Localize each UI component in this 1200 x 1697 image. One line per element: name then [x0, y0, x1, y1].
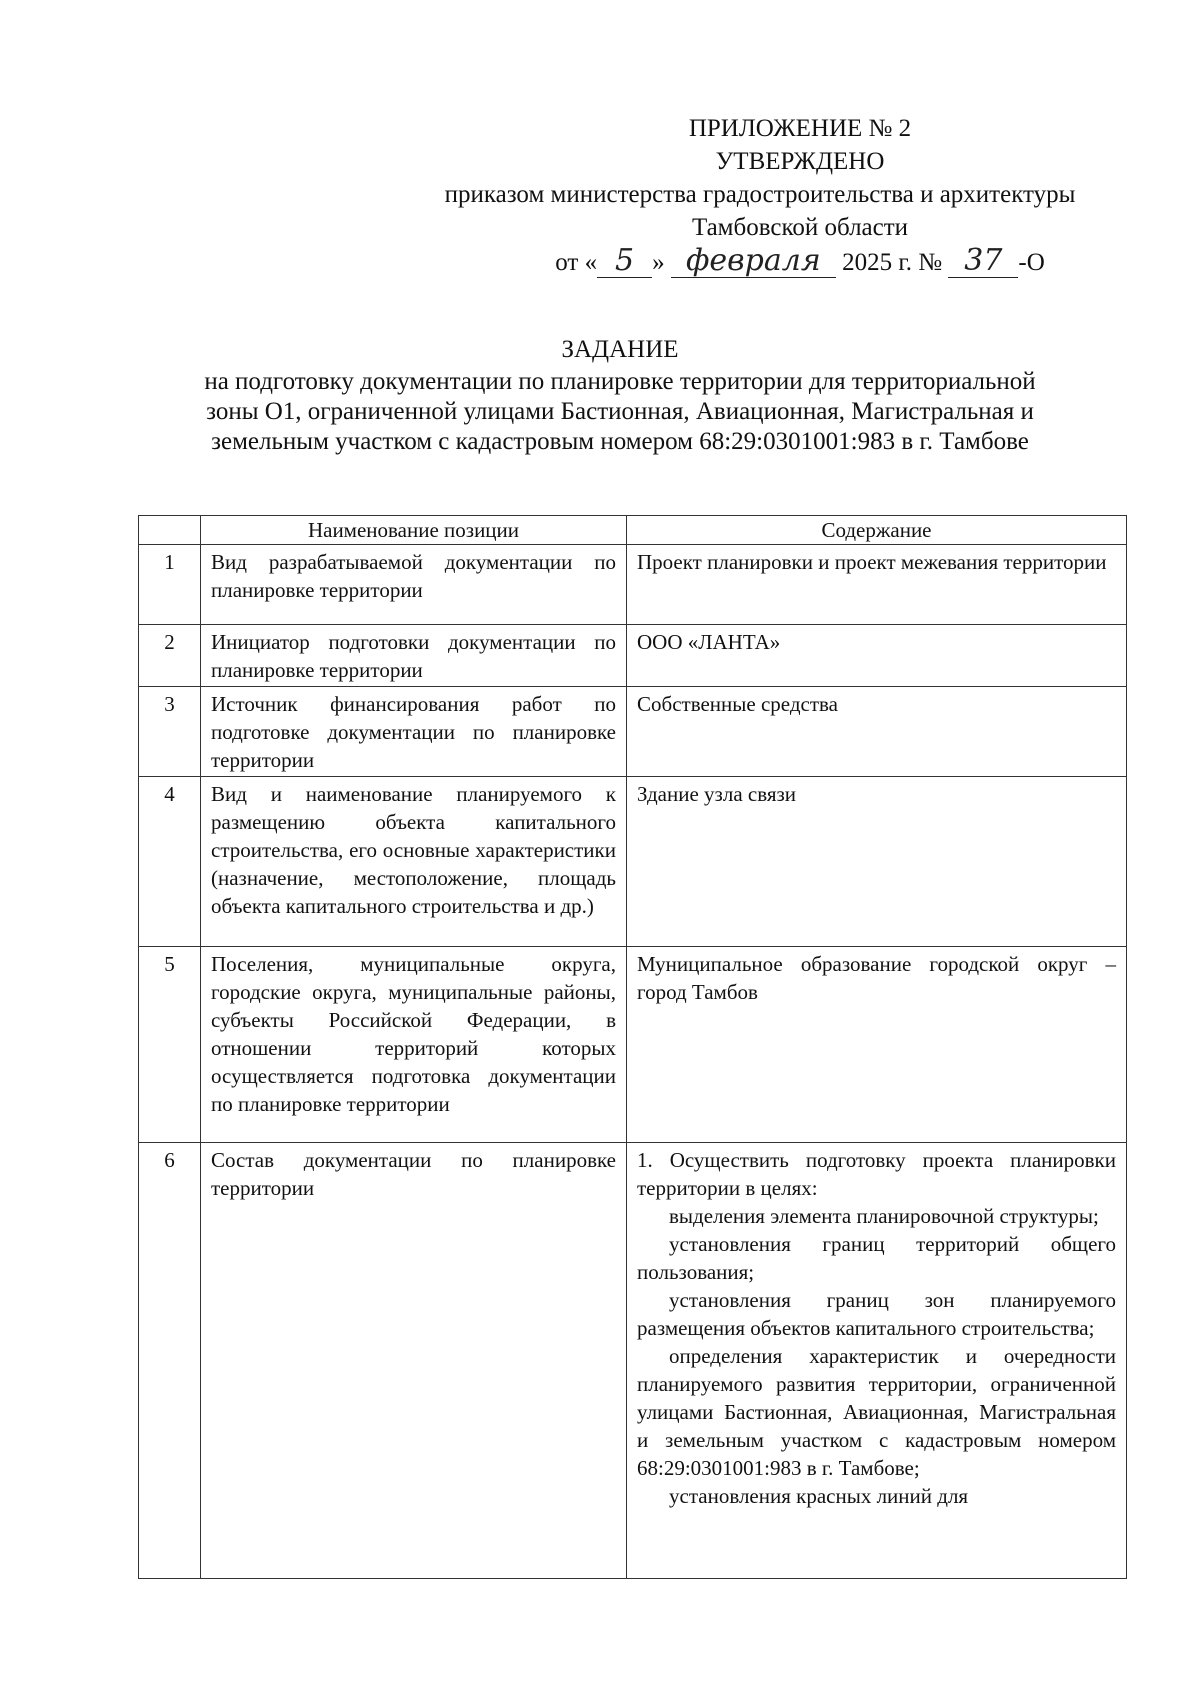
task-subtitle-line1: на подготовку документации по планировке территории для территориальной [204, 368, 1036, 395]
row-name: Вид и наименование планируемого к размещению объекта капитального строительства, его основные характеристики (назначение, местоположение, площадь объекта капитального строительства и др.) [201, 777, 627, 947]
date-prefix: от « [555, 249, 598, 276]
value-paragraph: установления красных линий для [669, 1484, 969, 1508]
task-subtitle-line3: земельным участком с кадастровым номером 68:29:0301001:983 в г. Тамбове [211, 428, 1029, 455]
table-row [139, 947, 1127, 1143]
table-row [139, 687, 1127, 777]
row-name: Источник финансирования работ по подготовке документации по планировке территории [201, 687, 627, 777]
table-header-row [139, 516, 1127, 545]
date-day-field [597, 243, 652, 278]
task-heading: ЗАДАНИЕ [561, 336, 679, 363]
header-value-cell: Содержание [627, 516, 1127, 545]
date-day-handwritten: 5 [615, 243, 635, 278]
row-name: Состав документации по планировке территории [201, 1143, 627, 1579]
table-row [139, 625, 1127, 687]
row-number: 3 [139, 687, 201, 777]
row-number: 2 [139, 625, 201, 687]
row-value: ООО «ЛАНТА» [627, 625, 1127, 687]
row-number: 1 [139, 545, 201, 625]
value-paragraph: 1. Осуществить подготовку проекта планировки территории в целях: [637, 1148, 1116, 1200]
date-month-field [671, 243, 836, 278]
order-number-suffix: -О [1018, 249, 1045, 276]
appendix-number: ПРИЛОЖЕНИЕ № 2 [688, 115, 912, 142]
approved-label: УТВЕРЖДЕНО [715, 148, 885, 175]
order-number-handwritten: 37 [964, 243, 1003, 278]
header-name-cell: Наименование позиции [201, 516, 627, 545]
task-subtitle-line2: зоны О1, ограниченной улицами Бастионная, Авиационная, Магистральная и [206, 398, 1034, 425]
date-month-handwritten: февраля [685, 243, 821, 278]
row-name: Поселения, муниципальные округа, городские округа, муниципальные районы, субъекты Российской Федерации, в отношении территорий которых осуществляется подготовка документации по планировке территории [201, 947, 627, 1143]
task-table [138, 515, 1127, 1579]
row-value [627, 1143, 1127, 1579]
table-row [139, 1143, 1127, 1579]
task-title [140, 335, 1100, 457]
order-issuer-line1: приказом министерства градостроительства и архитектуры [444, 181, 1076, 208]
order-number-field [948, 243, 1018, 278]
date-year-label: 2025 г. № [842, 249, 943, 276]
date-quote-close: » [652, 249, 665, 276]
approval-block [380, 112, 1140, 279]
value-paragraph: установления границ территорий общего пользования; [637, 1232, 1116, 1284]
table-row [139, 545, 1127, 625]
table-row [139, 777, 1127, 947]
row-value: Собственные средства [627, 687, 1127, 777]
row-number: 6 [139, 1143, 201, 1579]
row-value: Муниципальное образование городской округ – город Тамбов [627, 947, 1127, 1143]
row-name: Вид разрабатываемой документации по планировке территории [201, 545, 627, 625]
row-value: Проект планировки и проект межевания территории [627, 545, 1127, 625]
value-paragraph: определения характеристик и очередности планируемого развития территории, ограниченной улицами Бастионная, Авиационная, Магистральная и земельным участком с кадастровым номером 68:29:0301001:983 в г. Тамбове; [637, 1344, 1116, 1480]
header-number-cell [139, 516, 201, 545]
row-name: Инициатор подготовки документации по планировке территории [201, 625, 627, 687]
order-issuer-line2: Тамбовской области [691, 214, 909, 241]
row-number: 5 [139, 947, 201, 1143]
row-value: Здание узла связи [627, 777, 1127, 947]
value-paragraph: выделения элемента планировочной структуры; [669, 1204, 1099, 1228]
order-date-line [460, 243, 1140, 279]
row-number: 4 [139, 777, 201, 947]
value-paragraph: установления границ зон планируемого размещения объектов капитального строительства; [637, 1288, 1116, 1340]
